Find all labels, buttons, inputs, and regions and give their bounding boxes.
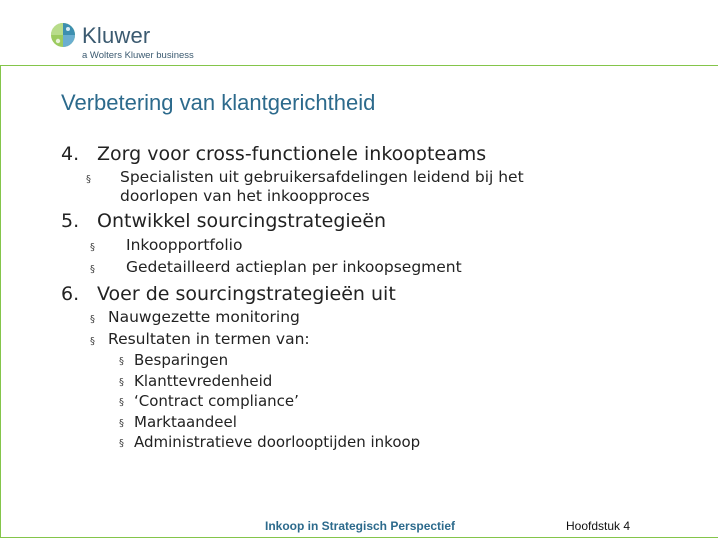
bullet-icon: § xyxy=(86,174,91,185)
point-5-text: Ontwikkel sourcingstrategieën xyxy=(97,210,387,232)
brand-name: Kluwer xyxy=(82,23,151,48)
slide-title: Verbetering van klantgerichtheid xyxy=(61,90,376,115)
result-item: Klanttevredenheid xyxy=(134,372,273,390)
point-4-number: 4. xyxy=(61,143,80,165)
bullet-icon: § xyxy=(119,356,124,367)
bullet-icon: § xyxy=(90,336,95,347)
bullet-icon: § xyxy=(119,418,124,429)
point-6-sub-2: Resultaten in termen van: xyxy=(108,330,310,348)
bullet-icon: § xyxy=(119,438,124,449)
result-item: Administratieve doorlooptijden inkoop xyxy=(134,433,421,451)
point-4-sub-1-line-1: Specialisten uit gebruikersafdelingen leidend bij het xyxy=(120,168,524,186)
bullet-icon: § xyxy=(90,264,95,275)
result-item: ‘Contract compliance’ xyxy=(134,392,299,410)
result-item: Marktaandeel xyxy=(134,413,237,431)
point-5-sub-2: Gedetailleerd actieplan per inkoopsegment xyxy=(126,258,462,276)
result-item: Besparingen xyxy=(134,351,229,369)
point-5-number: 5. xyxy=(61,210,80,232)
footer-chapter: Hoofdstuk 4 xyxy=(566,519,631,533)
point-6-number: 6. xyxy=(61,283,80,305)
bullet-icon: § xyxy=(119,377,124,388)
point-5-sub-1: Inkoopportfolio xyxy=(126,236,243,254)
kluwer-globe-icon xyxy=(50,22,76,48)
point-4-text: Zorg voor cross-functionele inkoopteams xyxy=(97,143,487,165)
kluwer-logo xyxy=(50,22,250,62)
bullet-icon: § xyxy=(90,242,95,253)
brand-tagline: a Wolters Kluwer business xyxy=(82,50,194,61)
footer-book-title: Inkoop in Strategisch Perspectief xyxy=(265,519,456,533)
bullet-icon: § xyxy=(90,314,95,325)
point-4-sub-1-line-2: doorlopen van het inkoopproces xyxy=(120,187,370,205)
bullet-icon: § xyxy=(119,397,124,408)
point-6-text: Voer de sourcingstrategieën uit xyxy=(97,283,396,305)
point-6-sub-1: Nauwgezette monitoring xyxy=(108,308,300,326)
